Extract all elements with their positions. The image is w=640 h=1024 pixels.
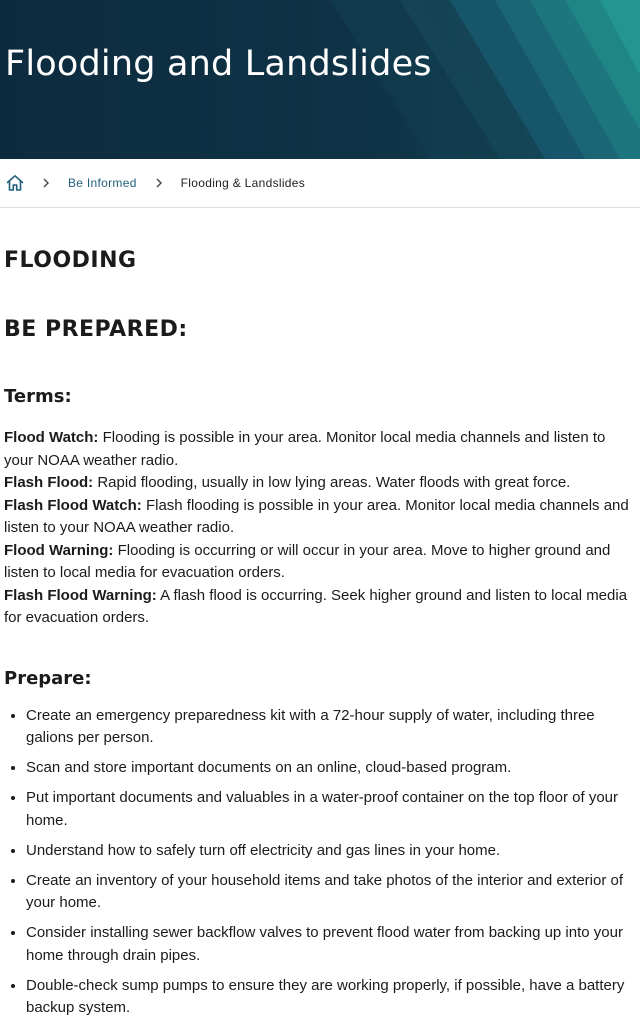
- term-definition: Flash flooding is possible in your area. Monitor local media channels and listen to your NOAA weather radio.: [4, 496, 629, 536]
- list-item: • Create an inventory of your household items and take photos of the interior and exterior of your home.: [26, 870, 636, 915]
- home-link[interactable]: [4, 172, 26, 194]
- terms-heading: Terms:: [4, 386, 72, 407]
- list-item: • Put important documents and valuables in a water-proof container on the top floor of your home.: [26, 787, 636, 832]
- prepare-heading: Prepare:: [4, 667, 92, 689]
- breadcrumb: [0, 159, 640, 208]
- term-definition: Flooding is occurring or will occur in your area. Move to higher ground and listen to local media for evacuation orders.: [4, 541, 611, 581]
- page-title: Flooding and Landslides: [5, 44, 432, 84]
- chevron-right-icon: [155, 178, 163, 188]
- term-label: Flood Warning:: [4, 541, 114, 559]
- term-item: [4, 585, 636, 630]
- chevron-right-icon: [42, 178, 50, 188]
- term-item: [4, 540, 636, 585]
- terms-list: [4, 427, 636, 630]
- list-item: • Understand how to safely turn off electricity and gas lines in your home.: [26, 840, 636, 863]
- term-item: [4, 427, 636, 472]
- section-heading: FLOODING: [4, 248, 137, 273]
- breadcrumb-current: Flooding & Landslides: [180, 176, 306, 190]
- term-definition: Flooding is possible in your area. Monitor local media channels and listen to your NOAA weather radio.: [4, 429, 606, 469]
- list-item: • Consider installing sewer backflow valves to prevent flood water from backing up into your home through drain pipes.: [26, 922, 636, 967]
- prepare-list: [4, 705, 636, 1020]
- main-content: [0, 248, 640, 1020]
- term-label: Flash Flood:: [4, 474, 94, 491]
- term-item: [4, 495, 636, 540]
- term-label: Flash Flood Warning:: [4, 586, 157, 604]
- home-icon: [5, 173, 25, 193]
- term-definition: Rapid flooding, usually in low lying areas. Water floods with great force.: [93, 474, 571, 491]
- term-label: Flash Flood Watch:: [4, 496, 142, 514]
- term-definition: A flash flood is occurring. Seek higher ground and listen to local media for evacuation orders.: [4, 586, 628, 626]
- term-label: Flood Watch:: [4, 429, 99, 446]
- list-item: • Double-check sump pumps to ensure they are working properly, if possible, have a battery backup system.: [26, 975, 636, 1020]
- breadcrumb-link-be-informed[interactable]: Be Informed: [68, 176, 137, 190]
- section-subheading: BE PREPARED:: [4, 317, 188, 342]
- hero-banner: [0, 0, 640, 159]
- list-item: • Scan and store important documents on an online, cloud-based program.: [26, 757, 636, 780]
- term-item: [4, 472, 636, 495]
- list-item: • Create an emergency preparedness kit with a 72-hour supply of water, including three galions per person.: [26, 705, 636, 750]
